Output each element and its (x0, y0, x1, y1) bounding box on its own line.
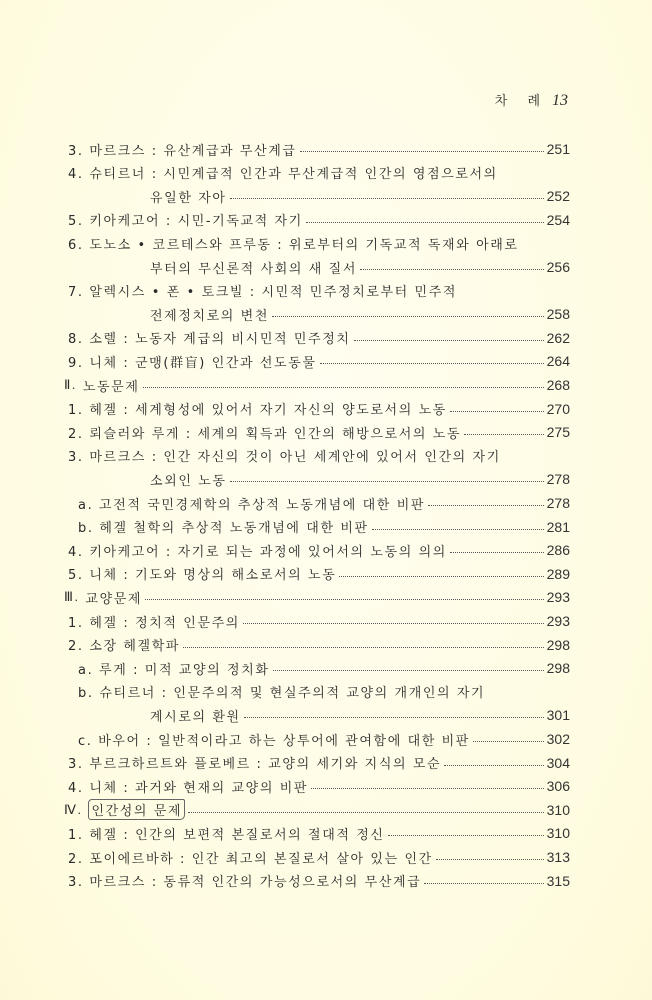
toc-entry (68, 775, 570, 797)
page-number: 301 (546, 707, 570, 724)
section-numeral: Ⅳ. (64, 801, 83, 817)
dot-leader (183, 646, 544, 648)
toc-entry (68, 327, 570, 349)
page-number: 293 (546, 613, 570, 629)
page-number: 306 (546, 778, 570, 795)
section-numeral: Ⅲ. (64, 589, 80, 605)
toc-entry (68, 350, 570, 372)
toc-entry (150, 256, 570, 278)
entry-title: 8. 소렐 : 노동자 계급의 비시민적 민주정치 (68, 332, 351, 348)
page-number: 310 (546, 825, 570, 842)
dot-leader (372, 528, 544, 530)
section-title: 노동문제 (82, 379, 140, 395)
entry-title: 4. 니체 : 과거와 현재의 교양의 비판 (68, 780, 309, 796)
toc-entry (78, 681, 570, 703)
dot-leader (320, 362, 544, 364)
entry-title: 7. 알렉시스 • 폰 • 토크빌 : 시민적 민주정치로부터 민주적 (68, 285, 458, 301)
page-number: 278 (546, 495, 570, 511)
toc-entry (68, 752, 570, 774)
dot-leader (388, 834, 544, 836)
dot-leader (273, 669, 544, 671)
entry-title: 6. 도노소 • 코르테스와 프루동 : 위로부터의 기독교적 독재와 아래로 (68, 237, 519, 253)
toc-entry (150, 468, 570, 490)
dot-leader (300, 150, 544, 152)
section-title: 인간성의 문제 (88, 799, 185, 820)
page-number: 251 (546, 141, 570, 157)
page-number: 293 (546, 589, 570, 606)
page-number: 278 (546, 471, 570, 488)
toc-entry (68, 445, 570, 467)
toc-entry (68, 398, 570, 420)
entry-title: 전제정치로의 변천 (150, 308, 269, 324)
page-number: 258 (546, 306, 570, 323)
toc-entry (78, 657, 570, 679)
dot-leader (243, 622, 544, 624)
entry-title: b. 슈티르너 : 인문주의적 및 현실주의적 교양의 개개인의 자기 (78, 686, 486, 702)
toc-entry (150, 704, 570, 726)
toc-entry (68, 822, 570, 844)
entry-title: a. 루게 : 미적 교양의 정치화 (78, 662, 270, 678)
section-title: 교양문제 (85, 591, 143, 607)
dot-leader (143, 386, 544, 388)
dot-leader (244, 716, 544, 718)
entry-title: 소외인 노동 (150, 473, 227, 489)
header-title: 차 례 (494, 94, 548, 109)
dot-leader (450, 551, 544, 553)
entry-title: 3. 마르크스 : 인간 자신의 것이 아닌 세계안에 있어서 인간의 자기 (68, 450, 501, 466)
dot-leader (360, 268, 544, 270)
toc-entry (68, 563, 570, 585)
page-number: 262 (546, 329, 570, 346)
page-number: 313 (546, 849, 570, 865)
page-number: 289 (546, 565, 570, 582)
header-page-number: 13 (552, 92, 568, 109)
page-number: 275 (546, 424, 570, 441)
dot-leader (354, 339, 544, 341)
entry-title: 4. 키아케고어 : 자기로 되는 과정에 있어서의 노동의 의의 (68, 544, 447, 560)
page-number: 310 (546, 801, 570, 818)
page-number: 281 (546, 518, 570, 535)
page-number: 264 (546, 353, 570, 370)
toc-entry (68, 634, 570, 656)
toc-entry (68, 209, 570, 231)
toc-entry (78, 728, 570, 750)
toc-entry (68, 138, 570, 160)
dot-leader (428, 504, 544, 506)
dot-leader (188, 811, 544, 813)
entry-title: 3. 마르크스 : 동류적 인간의 가능성으로서의 무산계급 (68, 875, 422, 891)
page-number: 302 (546, 731, 570, 747)
entry-title: 3. 부르크하르트와 플로베르 : 교양의 세기와 지식의 모순 (68, 757, 442, 773)
page-number: 254 (546, 211, 570, 228)
entry-title: 유일한 자아 (150, 190, 227, 206)
dot-leader (311, 787, 544, 789)
toc-entry (64, 799, 570, 821)
page-number: 256 (546, 259, 570, 275)
entry-title: 1. 헤겔 : 정치적 인문주의 (68, 615, 240, 631)
entry-title: 4. 슈티르너 : 시민계급적 인간과 무산계급적 인간의 영점으로서의 (68, 167, 498, 183)
dot-leader (272, 315, 544, 317)
toc-entry (68, 232, 570, 254)
dot-leader (444, 764, 543, 766)
page-number: 298 (546, 660, 570, 677)
section-numeral: Ⅱ. (64, 377, 77, 392)
toc-entry (64, 374, 570, 396)
dot-leader (436, 858, 544, 860)
dot-leader (424, 882, 543, 884)
dot-leader (230, 197, 544, 199)
entry-title: 1. 헤겔 : 인간의 보편적 본질로서의 절대적 정신 (68, 827, 385, 843)
toc-entry (150, 185, 570, 207)
toc-entry (68, 280, 570, 302)
toc-entry (68, 870, 570, 892)
toc-entry (68, 846, 570, 868)
toc-entry (64, 586, 570, 608)
entry-title: c. 바우어 : 일반적이라고 하는 상투어에 관여함에 대한 비판 (78, 733, 470, 749)
dot-leader (473, 740, 544, 742)
toc-entry (68, 610, 570, 632)
toc-entry (78, 516, 570, 538)
page-number: 304 (546, 754, 570, 771)
page-number: 268 (546, 377, 570, 393)
entry-title: 2. 뢰슬러와 루게 : 세계의 획득과 인간의 해방으로서의 노동 (68, 426, 462, 442)
entry-title: 2. 소장 헤겔학파 (68, 639, 181, 655)
page-number: 270 (546, 400, 570, 417)
running-header (495, 90, 568, 110)
toc-entry (68, 162, 570, 184)
entry-title: 9. 니체 : 군맹(群盲) 인간과 선도동물 (68, 355, 317, 371)
entry-title: 3. 마르크스 : 유산계급과 무산계급 (68, 143, 297, 159)
dot-leader (464, 433, 544, 435)
page-number: 298 (546, 636, 570, 653)
dot-leader (306, 221, 544, 223)
page-number: 252 (546, 188, 570, 205)
dot-leader (450, 410, 544, 412)
entry-title: 부터의 무신론적 사회의 새 질서 (150, 261, 357, 277)
dot-leader (339, 575, 543, 577)
entry-title: 1. 헤겔 : 세계형성에 있어서 자기 자신의 양도로서의 노동 (68, 403, 447, 419)
entry-title: 5. 키아케고어 : 시민-기독교적 자기 (68, 214, 303, 230)
page-number: 286 (546, 542, 570, 559)
toc-entry (78, 492, 570, 514)
dot-leader (230, 480, 544, 482)
entry-title: b. 헤겔 철학의 추상적 노동개념에 대한 비판 (78, 521, 369, 537)
entry-title: 2. 포이에르바하 : 인간 최고의 본질로서 살아 있는 인간 (68, 851, 433, 867)
toc-entry (150, 303, 570, 325)
dot-leader (145, 598, 544, 600)
entry-title: 5. 니체 : 기도와 명상의 해소로서의 노동 (68, 568, 337, 584)
entry-title: 계시로의 환원 (150, 709, 241, 725)
toc-entry (68, 421, 570, 443)
entry-title: a. 고전적 국민경제학의 추상적 노동개념에 대한 비판 (78, 497, 426, 513)
toc-entry (68, 539, 570, 561)
page-number: 315 (546, 872, 570, 889)
